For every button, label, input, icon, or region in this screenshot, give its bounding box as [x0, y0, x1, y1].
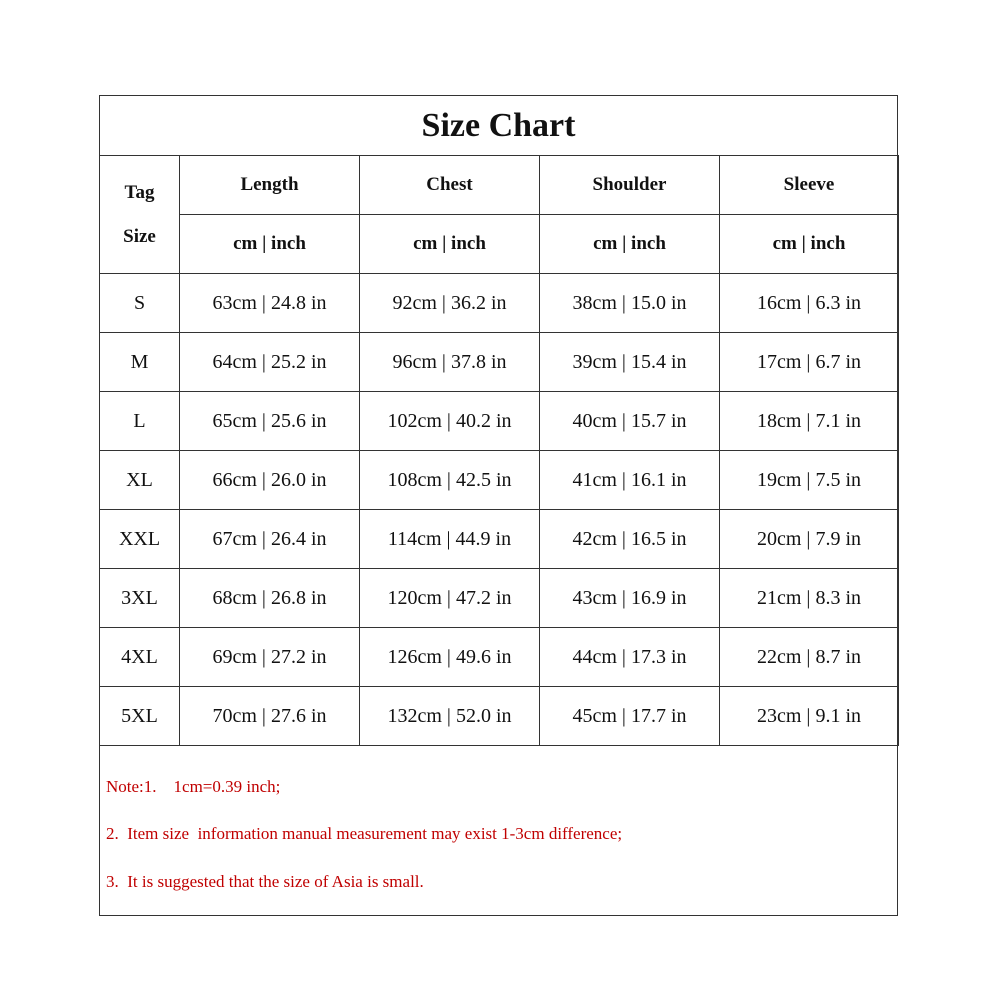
unit-header-shoulder: cm | inch	[540, 215, 720, 274]
size-table	[99, 155, 899, 746]
shoulder-cell: 41cm | 16.1 in	[540, 451, 720, 510]
table-row	[100, 628, 899, 687]
table-row	[100, 392, 899, 451]
chest-cell: 120cm | 47.2 in	[360, 569, 540, 628]
table-row	[100, 333, 899, 392]
table-row	[100, 569, 899, 628]
chart-title: Size Chart	[100, 96, 897, 156]
shoulder-cell: 40cm | 15.7 in	[540, 392, 720, 451]
size-cell: S	[100, 274, 180, 333]
size-cell: XL	[100, 451, 180, 510]
unit-row	[100, 215, 899, 274]
chest-cell: 96cm | 37.8 in	[360, 333, 540, 392]
shoulder-cell: 43cm | 16.9 in	[540, 569, 720, 628]
size-cell: 5XL	[100, 687, 180, 746]
tag-size-line1: Tag	[124, 181, 155, 203]
length-cell: 68cm | 26.8 in	[180, 569, 360, 628]
size-cell: XXL	[100, 510, 180, 569]
table-row	[100, 451, 899, 510]
table-row	[100, 687, 899, 746]
chest-cell: 132cm | 52.0 in	[360, 687, 540, 746]
length-cell: 64cm | 25.2 in	[180, 333, 360, 392]
sleeve-cell: 20cm | 7.9 in	[720, 510, 899, 569]
header-row	[100, 156, 899, 215]
length-cell: 67cm | 26.4 in	[180, 510, 360, 569]
shoulder-cell: 42cm | 16.5 in	[540, 510, 720, 569]
size-cell: L	[100, 392, 180, 451]
unit-header-sleeve: cm | inch	[720, 215, 899, 274]
sleeve-cell: 18cm | 7.1 in	[720, 392, 899, 451]
note-3: 3. It is suggested that the size of Asia is small.	[106, 872, 424, 891]
length-cell: 63cm | 24.8 in	[180, 274, 360, 333]
tag-size-header	[100, 156, 180, 274]
size-cell: M	[100, 333, 180, 392]
length-cell: 66cm | 26.0 in	[180, 451, 360, 510]
note-2: 2. Item size information manual measurement may exist 1-3cm difference;	[106, 824, 623, 843]
sleeve-cell: 21cm | 8.3 in	[720, 569, 899, 628]
column-header-chest: Chest	[360, 156, 540, 215]
sleeve-cell: 19cm | 7.5 in	[720, 451, 899, 510]
tag-size-line2: Size	[123, 225, 156, 247]
chest-cell: 108cm | 42.5 in	[360, 451, 540, 510]
chest-cell: 102cm | 40.2 in	[360, 392, 540, 451]
table-row	[100, 274, 899, 333]
unit-header-chest: cm | inch	[360, 215, 540, 274]
sleeve-cell: 16cm | 6.3 in	[720, 274, 899, 333]
sleeve-cell: 23cm | 9.1 in	[720, 687, 899, 746]
sleeve-cell: 17cm | 6.7 in	[720, 333, 899, 392]
column-header-sleeve: Sleeve	[720, 156, 899, 215]
note-1: Note:1. 1cm=0.39 inch;	[106, 777, 281, 796]
length-cell: 65cm | 25.6 in	[180, 392, 360, 451]
column-header-shoulder: Shoulder	[540, 156, 720, 215]
length-cell: 69cm | 27.2 in	[180, 628, 360, 687]
shoulder-cell: 38cm | 15.0 in	[540, 274, 720, 333]
table-row	[100, 510, 899, 569]
size-chart-frame	[99, 95, 898, 916]
chest-cell: 92cm | 36.2 in	[360, 274, 540, 333]
chest-cell: 114cm | 44.9 in	[360, 510, 540, 569]
size-cell: 3XL	[100, 569, 180, 628]
sleeve-cell: 22cm | 8.7 in	[720, 628, 899, 687]
chest-cell: 126cm | 49.6 in	[360, 628, 540, 687]
column-header-length: Length	[180, 156, 360, 215]
unit-header-length: cm | inch	[180, 215, 360, 274]
shoulder-cell: 44cm | 17.3 in	[540, 628, 720, 687]
shoulder-cell: 45cm | 17.7 in	[540, 687, 720, 746]
size-cell: 4XL	[100, 628, 180, 687]
shoulder-cell: 39cm | 15.4 in	[540, 333, 720, 392]
length-cell: 70cm | 27.6 in	[180, 687, 360, 746]
